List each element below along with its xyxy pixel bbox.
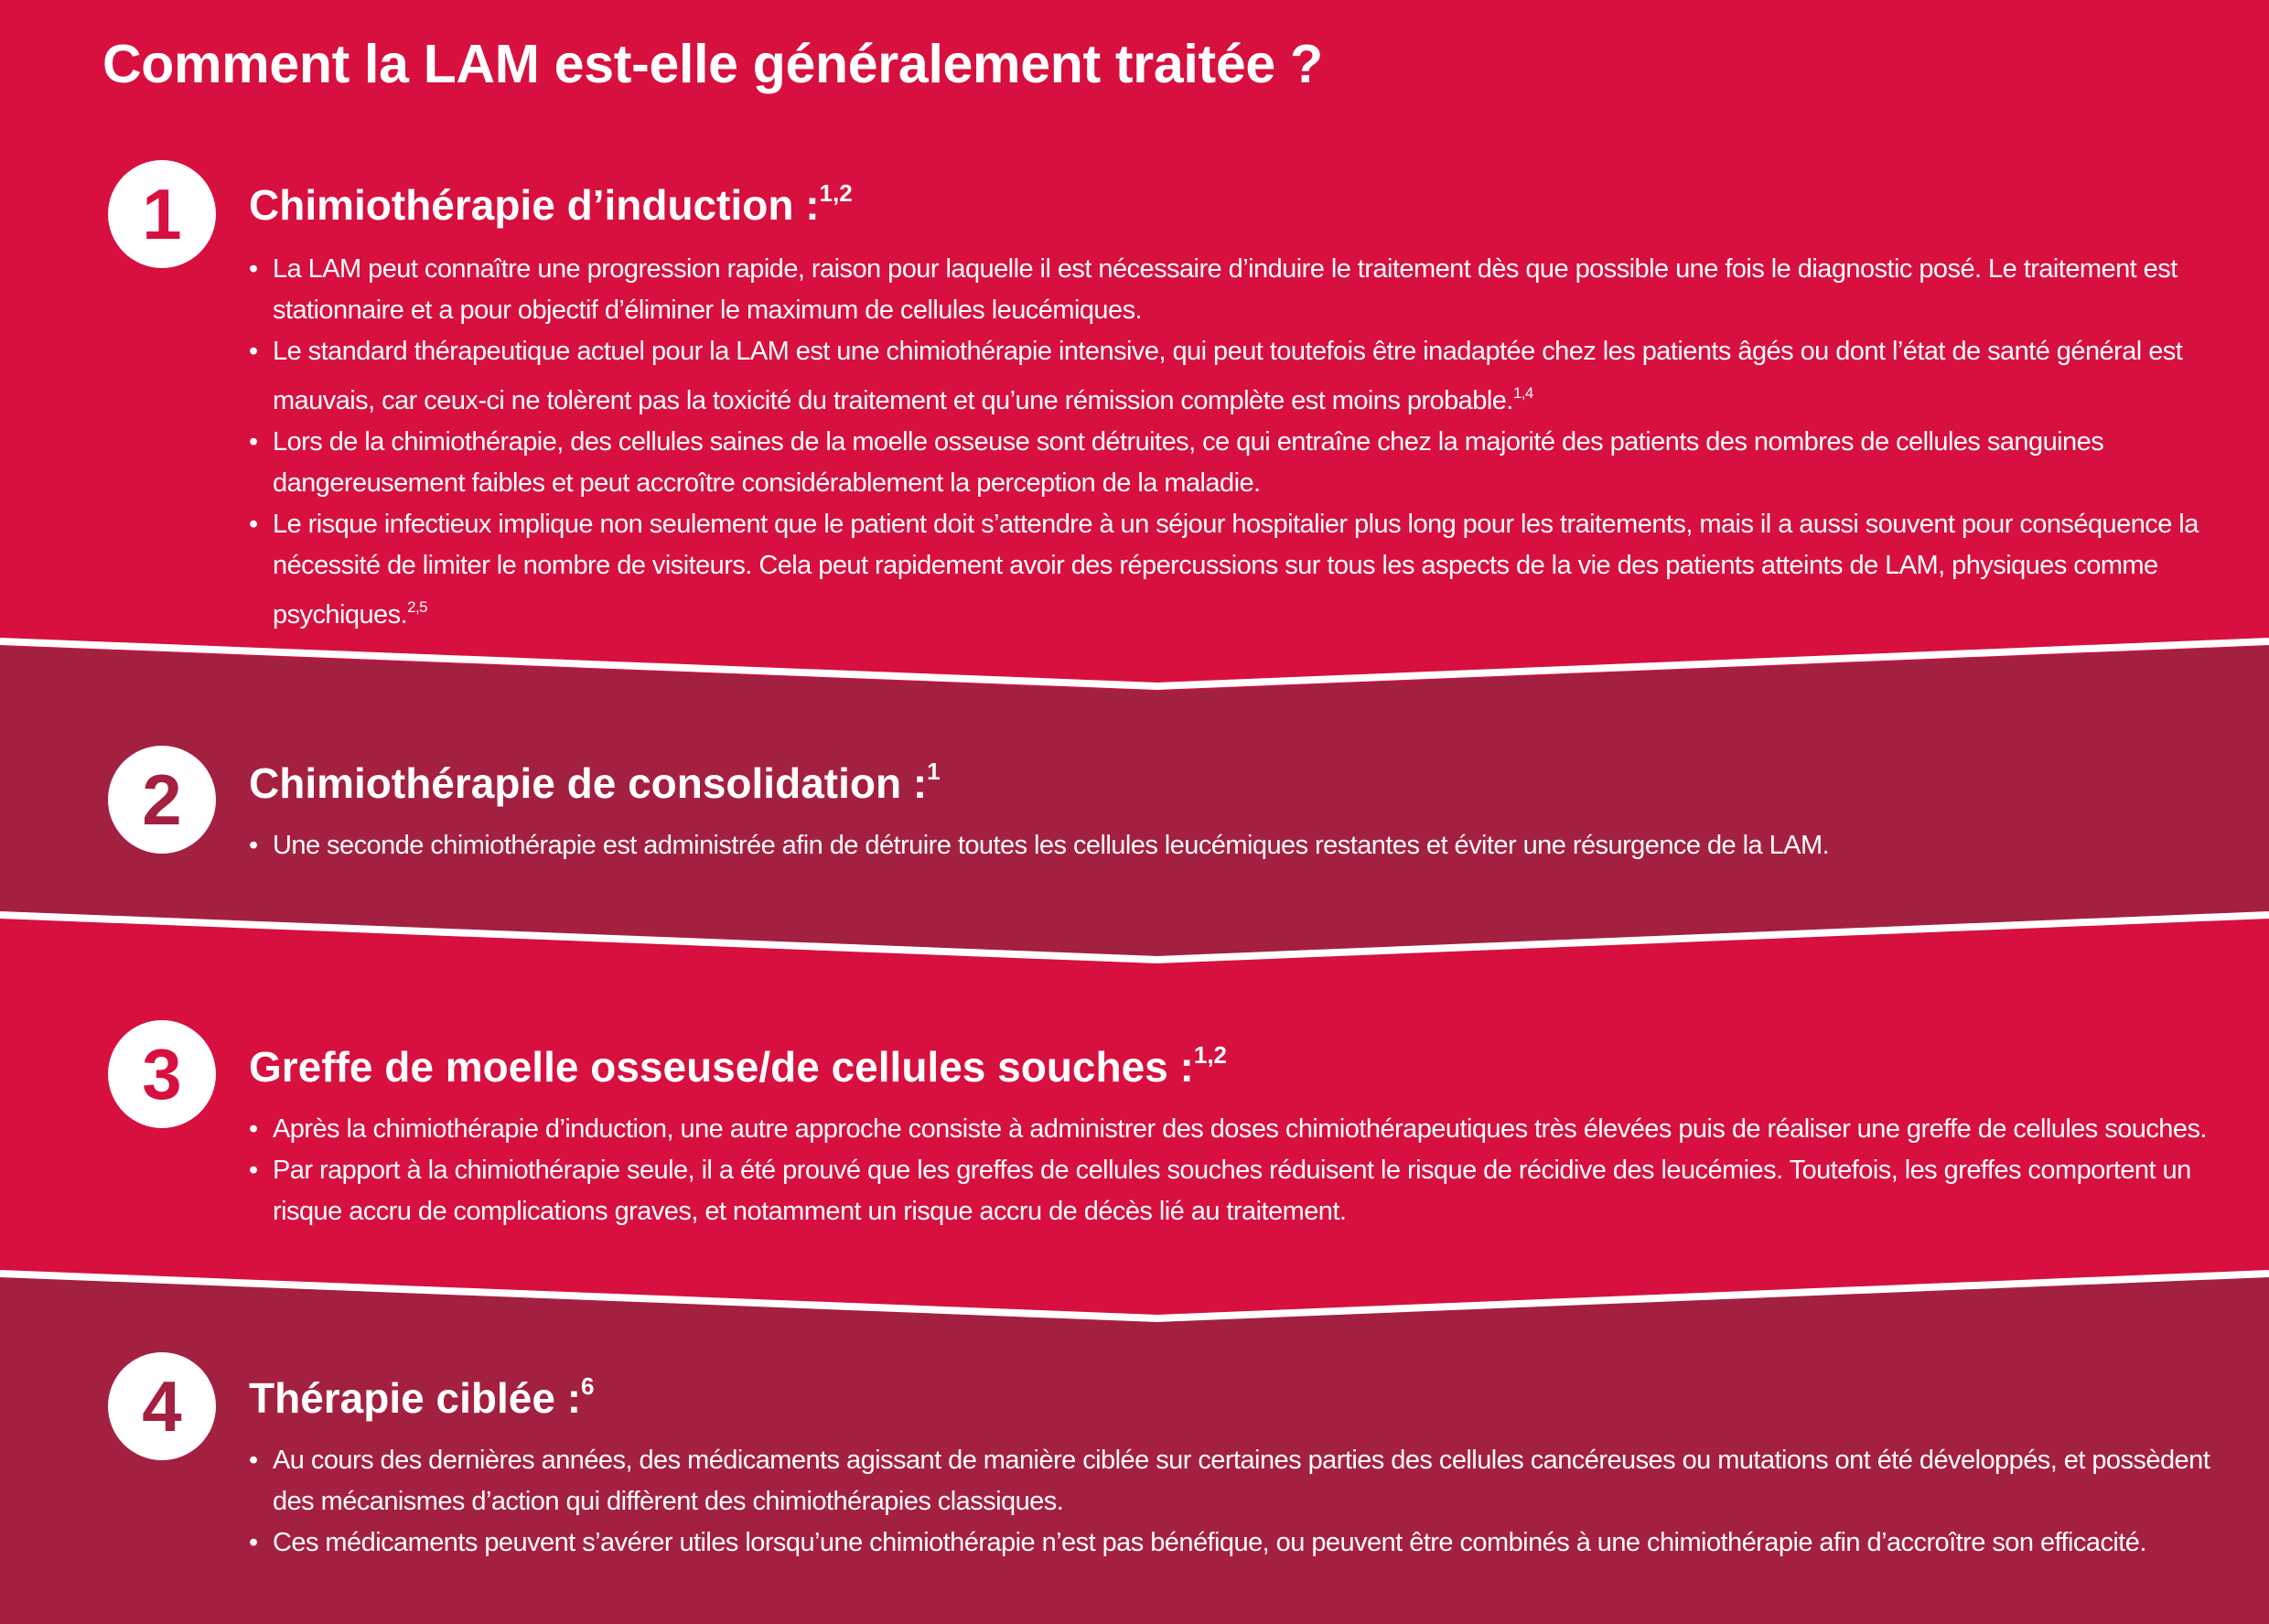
step-number-circle (108, 1352, 216, 1460)
bullet-item (249, 422, 2239, 504)
step-number-circle (108, 746, 216, 854)
bullet-refs: 1,4 (1512, 384, 1533, 402)
bullet-list (249, 1440, 2239, 1564)
section-title-refs: 1,2 (1193, 1041, 1228, 1069)
bullet-text: Le standard thérapeutique actuel pour la LAM est une chimiothérapie intensive, qui peut toutefois être inadaptée chez les patients âgés ou dont l’état de santé général est mauvais, car ceux-ci ne tolèrent pas la toxicité du traitement et qu’une rémission complète est moins probable. (273, 337, 2183, 415)
bullet-item (249, 1440, 2239, 1522)
section-title (249, 179, 853, 230)
bullet-item (249, 1150, 2239, 1232)
bullet-text: Lors de la chimiothérapie, des cellules saines de la moelle osseuse sont détruites, ce qui entraîne chez la majorité des patients des nombres de cellules sanguines dangereusement faibles et peut accroître considérablement la perception de la maladie. (273, 427, 2104, 498)
bullet-item (249, 1522, 2239, 1564)
step-number: 3 (142, 1034, 182, 1114)
bullet-list (249, 249, 2239, 636)
bullet-item (249, 331, 2239, 422)
section-title-text: Greffe de moelle osseuse/de cellules souches : (249, 1043, 1194, 1091)
step-number: 2 (142, 759, 182, 840)
bullet-text: Une seconde chimiothérapie est administrée afin de détruire toutes les cellules leucémiques restantes et éviter une résurgence de la LAM. (273, 831, 1830, 860)
section-title-refs: 1,2 (819, 179, 853, 207)
bullet-list (249, 1109, 2239, 1232)
section-title-text: Thérapie ciblée : (249, 1374, 582, 1422)
bullet-item (249, 504, 2239, 636)
step-number: 1 (142, 174, 182, 254)
bullet-refs: 2,5 (407, 598, 428, 616)
section-title-text: Chimiothérapie de consolidation : (249, 759, 928, 807)
bullet-item (249, 1109, 2239, 1150)
section-title-text: Chimiothérapie d’induction : (249, 181, 820, 229)
section-title (249, 1041, 1227, 1092)
bullet-text: Au cours des dernières années, des médicaments agissant de manière ciblée sur certaines parties des cellules cancéreuses ou mutations ont été développés, et possèdent des mécanismes d’action qui diffèrent des chimiothérapies classiques. (273, 1446, 2210, 1516)
bullet-text: La LAM peut connaître une progression rapide, raison pour laquelle il est nécessaire d’induire le traitement dès que possible une fois le diagnostic posé. Le traitement est stationnaire et a pour objectif d’éliminer le maximum de cellules leucémiques. (273, 254, 2178, 325)
bullet-text: Ces médicaments peuvent s’avérer utiles lorsqu’une chimiothérapie n’est pas bénéfique, ou peuvent être combinés à une chimiothérapie afin d’accroître son efficacité. (273, 1528, 2146, 1557)
section-title (249, 1372, 594, 1423)
bullet-item (249, 249, 2239, 331)
section-title-refs: 1 (927, 758, 941, 785)
step-number-circle (108, 160, 216, 268)
step-number: 4 (142, 1366, 182, 1447)
section-title-refs: 6 (581, 1372, 595, 1400)
bullet-text: Par rapport à la chimiothérapie seule, il a été prouvé que les greffes de cellules souches réduisent le risque de récidive des leucémies. Toutefois, les greffes comportent un risque accru de complications graves, et notamment un risque accru de décès lié au traitement. (273, 1156, 2191, 1226)
bullet-text: Après la chimiothérapie d’induction, une autre approche consiste à administrer des doses chimiothérapeutiques très élevées puis de réaliser une greffe de cellules souches. (273, 1114, 2207, 1144)
section-title (249, 758, 941, 808)
page-title: Comment la LAM est-elle généralement traitée ? (102, 34, 1323, 94)
step-number-circle (108, 1020, 216, 1128)
bullet-text: Le risque infectieux implique non seulement que le patient doit s’attendre à un séjour hospitalier plus long pour les traitements, mais il a aussi souvent pour conséquence la nécessité de limiter le nombre de visiteurs. Cela peut rapidement avoir des répercussions sur tous les aspects de la vie des patients atteints de LAM, physiques comme psychiques. (273, 510, 2199, 629)
bullet-list (249, 825, 2239, 866)
bullet-item (249, 825, 2239, 866)
